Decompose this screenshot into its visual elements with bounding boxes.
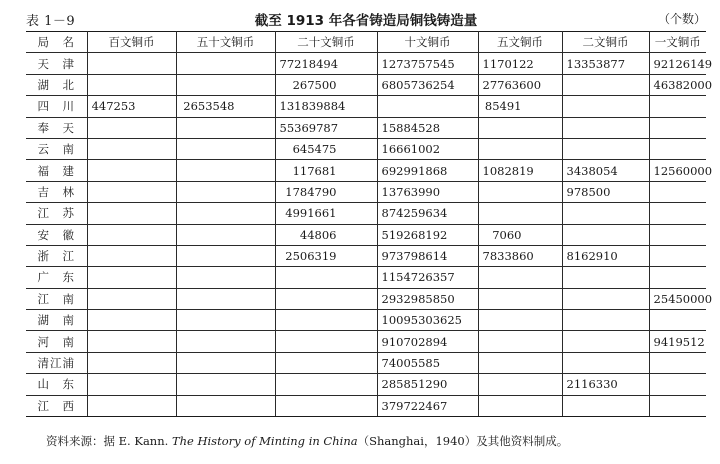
column-header: 百文铜币: [87, 32, 176, 53]
value-cell: 44806: [275, 224, 377, 245]
value-cell: 74005585: [377, 352, 478, 373]
table-header: [26, 7, 706, 29]
mint-name-cell: 河 南: [26, 331, 87, 352]
value-cell: 519268192: [377, 224, 478, 245]
value-cell: 2932985850: [377, 288, 478, 309]
value-cell: [649, 117, 706, 138]
value-cell: [649, 374, 706, 395]
value-cell: [649, 181, 706, 202]
value-cell: [87, 181, 176, 202]
value-cell: [562, 203, 649, 224]
value-cell: [87, 331, 176, 352]
value-cell: [478, 138, 562, 159]
value-cell: [478, 117, 562, 138]
value-cell: [87, 74, 176, 95]
value-cell: [478, 331, 562, 352]
value-cell: [87, 224, 176, 245]
value-cell: [275, 374, 377, 395]
value-cell: [649, 310, 706, 331]
value-cell: [562, 310, 649, 331]
value-cell: [649, 395, 706, 416]
value-cell: [649, 96, 706, 117]
table-row: [26, 224, 706, 245]
value-cell: [87, 267, 176, 288]
value-cell: [87, 245, 176, 266]
table-row: [26, 53, 706, 74]
value-cell: [478, 352, 562, 373]
value-cell: 13353877: [562, 53, 649, 74]
value-cell: [176, 181, 275, 202]
table-row: [26, 74, 706, 95]
value-cell: [275, 267, 377, 288]
table-row: [26, 181, 706, 202]
value-cell: [478, 181, 562, 202]
header-row: [26, 32, 706, 53]
value-cell: 1170122: [478, 53, 562, 74]
table-row: [26, 117, 706, 138]
column-header: 局 名: [26, 32, 87, 53]
table-row: [26, 331, 706, 352]
value-cell: 77218494: [275, 53, 377, 74]
value-cell: [562, 96, 649, 117]
value-cell: [176, 74, 275, 95]
value-cell: [87, 203, 176, 224]
value-cell: [562, 288, 649, 309]
table-row: [26, 267, 706, 288]
table-row: [26, 288, 706, 309]
value-cell: [87, 53, 176, 74]
table-body: [26, 53, 713, 417]
value-cell: 16661002: [377, 138, 478, 159]
value-cell: 10095303625: [377, 310, 478, 331]
value-cell: 8162910: [562, 245, 649, 266]
value-cell: 46382000: [649, 74, 706, 95]
table-row: [26, 96, 706, 117]
table-row: [26, 310, 706, 331]
value-cell: [478, 310, 562, 331]
table-row: [26, 160, 706, 181]
value-cell: [87, 288, 176, 309]
value-cell: [87, 310, 176, 331]
mint-name-cell: 天 津: [26, 53, 87, 74]
value-cell: [562, 74, 649, 95]
value-cell: 1082819: [478, 160, 562, 181]
table-number: 表 1－9: [26, 14, 76, 29]
value-cell: [176, 160, 275, 181]
table-row: [26, 138, 706, 159]
value-cell: [176, 245, 275, 266]
value-cell: [176, 352, 275, 373]
value-cell: 692991868: [377, 160, 478, 181]
value-cell: 4991661: [275, 203, 377, 224]
value-cell: [377, 96, 478, 117]
value-cell: [176, 331, 275, 352]
table-row: [26, 203, 706, 224]
value-cell: 267500: [275, 74, 377, 95]
value-cell: [87, 395, 176, 416]
value-cell: [478, 203, 562, 224]
value-cell: [275, 395, 377, 416]
table-row: [26, 395, 706, 416]
source-note: [46, 433, 568, 449]
value-cell: [176, 267, 275, 288]
value-cell: 12560000: [649, 160, 706, 181]
value-cell: 978500: [562, 181, 649, 202]
value-cell: [562, 395, 649, 416]
value-cell: [649, 352, 706, 373]
value-cell: [478, 374, 562, 395]
value-cell: [275, 331, 377, 352]
coin-output-table: [26, 31, 713, 417]
value-cell: 1154726357: [377, 267, 478, 288]
value-cell: [562, 267, 649, 288]
table-row: [26, 374, 706, 395]
column-header: 十文铜币: [377, 32, 478, 53]
value-cell: [176, 310, 275, 331]
value-cell: [275, 310, 377, 331]
value-cell: [649, 224, 706, 245]
value-cell: [562, 224, 649, 245]
value-cell: [275, 288, 377, 309]
unit-label: （个数）: [657, 12, 706, 26]
value-cell: [176, 395, 275, 416]
value-cell: [478, 395, 562, 416]
value-cell: [176, 117, 275, 138]
mint-name-cell: 湖 北: [26, 74, 87, 95]
value-cell: 13763990: [377, 181, 478, 202]
value-cell: [87, 374, 176, 395]
value-cell: [649, 267, 706, 288]
mint-name-cell: 浙 江: [26, 245, 87, 266]
value-cell: 910702894: [377, 331, 478, 352]
value-cell: 1273757545: [377, 53, 478, 74]
value-cell: 7060: [478, 224, 562, 245]
value-cell: 7833860: [478, 245, 562, 266]
value-cell: [176, 203, 275, 224]
value-cell: 27763600: [478, 74, 562, 95]
source-book-title: The History of Minting in China: [171, 434, 358, 448]
value-cell: 2116330: [562, 374, 649, 395]
column-header: 二十文铜币: [275, 32, 377, 53]
value-cell: [562, 138, 649, 159]
value-cell: 92126149: [649, 53, 706, 74]
column-header: 五文铜币: [478, 32, 562, 53]
mint-name-cell: 山 东: [26, 374, 87, 395]
value-cell: 9419512: [649, 331, 706, 352]
mint-name-cell: 江 西: [26, 395, 87, 416]
value-cell: [275, 352, 377, 373]
mint-name-cell: 奉 天: [26, 117, 87, 138]
value-cell: [87, 352, 176, 373]
value-cell: [176, 138, 275, 159]
value-cell: 874259634: [377, 203, 478, 224]
value-cell: 6805736254: [377, 74, 478, 95]
column-header: 二文铜币: [562, 32, 649, 53]
value-cell: [562, 352, 649, 373]
mint-name-cell: 吉 林: [26, 181, 87, 202]
mint-name-cell: 清江浦: [26, 352, 87, 373]
mint-name-cell: 江 南: [26, 288, 87, 309]
value-cell: [562, 331, 649, 352]
value-cell: [87, 160, 176, 181]
value-cell: 15884528: [377, 117, 478, 138]
mint-name-cell: 湖 南: [26, 310, 87, 331]
value-cell: [176, 374, 275, 395]
value-cell: 85491: [478, 96, 562, 117]
mint-name-cell: 四 川: [26, 96, 87, 117]
value-cell: [478, 267, 562, 288]
value-cell: [649, 245, 706, 266]
column-header: 五十文铜币: [176, 32, 275, 53]
mint-name-cell: 云 南: [26, 138, 87, 159]
value-cell: 131839884: [275, 96, 377, 117]
source-suffix: （Shanghai，1940）及其他资料制成。: [357, 434, 569, 448]
value-cell: [478, 288, 562, 309]
value-cell: 1784790: [275, 181, 377, 202]
mint-name-cell: 安 徽: [26, 224, 87, 245]
value-cell: 117681: [275, 160, 377, 181]
table-row: [26, 352, 706, 373]
value-cell: [649, 138, 706, 159]
table-row: [26, 245, 706, 266]
value-cell: 25450000: [649, 288, 706, 309]
value-cell: 3438054: [562, 160, 649, 181]
value-cell: [87, 138, 176, 159]
source-prefix: 资料来源：据 E. Kann.: [46, 434, 172, 448]
table-title: 截至 1913 年各省铸造局铜钱铸造量: [254, 13, 478, 29]
mint-name-cell: 江 苏: [26, 203, 87, 224]
value-cell: 973798614: [377, 245, 478, 266]
value-cell: [176, 288, 275, 309]
mint-name-cell: 广 东: [26, 267, 87, 288]
value-cell: [87, 117, 176, 138]
value-cell: 645475: [275, 138, 377, 159]
value-cell: [562, 117, 649, 138]
value-cell: [176, 224, 275, 245]
value-cell: 2653548: [176, 96, 275, 117]
value-cell: 285851290: [377, 374, 478, 395]
value-cell: 2506319: [275, 245, 377, 266]
mint-name-cell: 福 建: [26, 160, 87, 181]
value-cell: [176, 53, 275, 74]
value-cell: 379722467: [377, 395, 478, 416]
column-header: 一文铜币: [649, 32, 706, 53]
value-cell: [649, 203, 706, 224]
value-cell: 447253: [87, 96, 176, 117]
value-cell: 55369787: [275, 117, 377, 138]
